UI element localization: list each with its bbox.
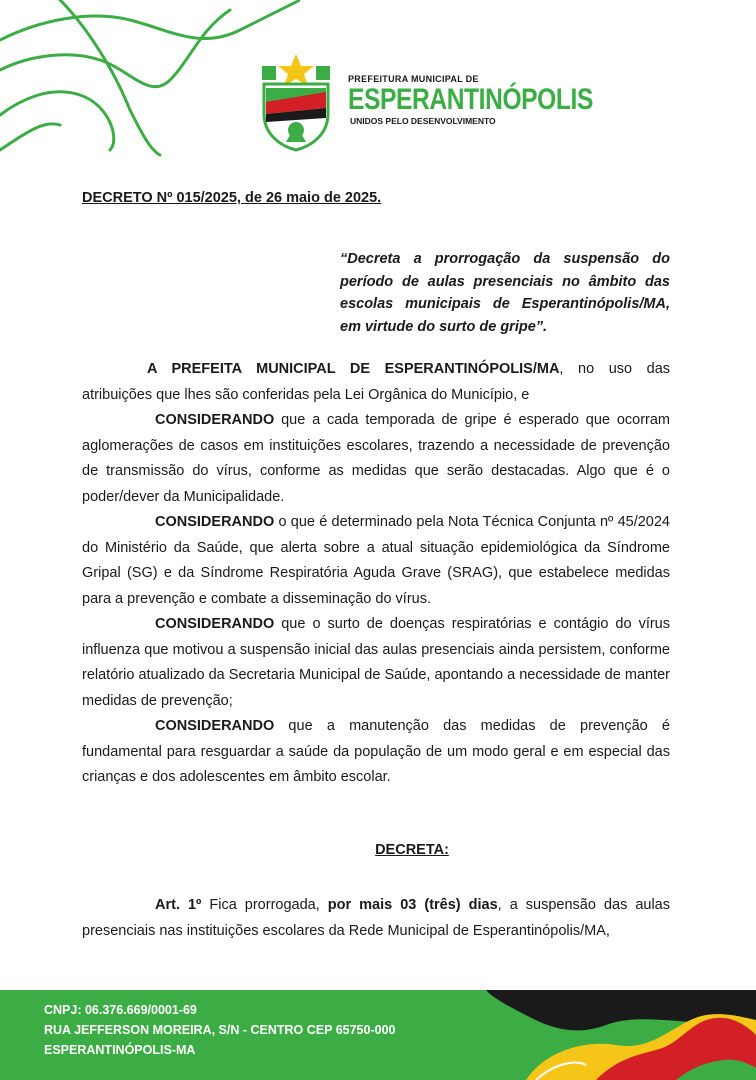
decree-ementa: “Decreta a prorrogação da suspensão do período de aulas presenciais no âmbito das escolas municipais de Esperantinópolis/MA, em virtude do surto de gripe”. bbox=[340, 251, 670, 335]
considerando-4 bbox=[82, 714, 670, 791]
considerando-3 bbox=[82, 612, 670, 714]
article-1-text-b: , a suspensão das aulas presenciais nas instituições escolares da Rede Municipal de Esperantinópolis/MA, bbox=[82, 897, 670, 939]
brand-block bbox=[348, 74, 647, 126]
considerando-keyword: CONSIDERANDO bbox=[155, 514, 275, 530]
prefeitura-label: PREFEITURA MUNICIPAL DE bbox=[348, 74, 479, 84]
footer-decorative-shapes bbox=[466, 990, 756, 1080]
article-1-paragraph bbox=[82, 893, 670, 944]
decreta-heading: DECRETA: bbox=[375, 842, 449, 858]
footer-contact bbox=[44, 1000, 395, 1060]
article-1-label: Art. 1º bbox=[155, 897, 202, 913]
preambulo bbox=[82, 357, 670, 408]
header-logo bbox=[256, 52, 593, 152]
decreta-heading-wrap bbox=[0, 842, 756, 858]
decree-body bbox=[82, 357, 670, 791]
footer-address: RUA JEFFERSON MOREIRA, S/N - CENTRO CEP 65750-000 bbox=[44, 1023, 396, 1037]
considerando-keyword: CONSIDERANDO bbox=[155, 412, 275, 428]
considerando-text: que a cada temporada de gripe é esperado que ocorram aglomerações de casos em instituições escolares, trazendo a necessidade de prevenção de transmissão do vírus, conforme as medidas que serão destacadas. Algo que é o poder/dever da Municipalidade. bbox=[82, 412, 670, 505]
preambulo-bold: A PREFEITA MUNICIPAL DE ESPERANTINÓPOLIS/MA bbox=[147, 361, 560, 377]
footer-bar bbox=[0, 990, 756, 1080]
article-1 bbox=[82, 893, 670, 944]
considerando-1 bbox=[82, 408, 670, 510]
footer-cnpj: CNPJ: 06.376.669/0001-69 bbox=[44, 1003, 197, 1017]
considerando-text: que a manutenção das medidas de prevenção é fundamental para resguardar a saúde da população de um modo geral e em especial das crianças e dos adolescentes em âmbito escolar. bbox=[82, 718, 670, 785]
considerando-text: que o surto de doenças respiratórias e contágio do vírus influenza que motivou a suspensão inicial das aulas presenciais ainda persistem, conforme relatório atualizado da Secretaria Municipal de Saúde, apontando a necessidade de manter medidas de prevenção; bbox=[82, 616, 670, 709]
article-1-bold: por mais 03 (três) dias bbox=[327, 897, 498, 913]
considerando-keyword: CONSIDERANDO bbox=[155, 616, 275, 632]
municipal-crest-icon bbox=[256, 52, 336, 152]
considerando-text: o que é determinado pela Nota Técnica Conjunta nº 45/2024 do Ministério da Saúde, que alerta sobre a atual situação epidemiológica da Síndrome Gripal (SG) e da Síndrome Respiratória Aguda Grave (SRAG), que estabelece medidas para a prevenção e combate a disseminação do vírus. bbox=[82, 514, 670, 607]
footer-city: ESPERANTINÓPOLIS-MA bbox=[44, 1043, 196, 1057]
article-1-text-a: Fica prorrogada, bbox=[201, 897, 328, 913]
municipio-name: ESPERANTINÓPOLIS bbox=[348, 83, 593, 116]
decree-title: DECRETO Nº 015/2025, de 26 maio de 2025. bbox=[82, 190, 382, 206]
slogan: UNIDOS PELO DESENVOLVIMENTO bbox=[350, 116, 496, 126]
considerando-2 bbox=[82, 510, 670, 612]
considerando-keyword: CONSIDERANDO bbox=[155, 718, 275, 734]
preambulo-text: , no uso das atribuições que lhes são conferidas pela Lei Orgânica do Município, e bbox=[82, 361, 671, 403]
decorative-wave-lines bbox=[0, 0, 300, 160]
